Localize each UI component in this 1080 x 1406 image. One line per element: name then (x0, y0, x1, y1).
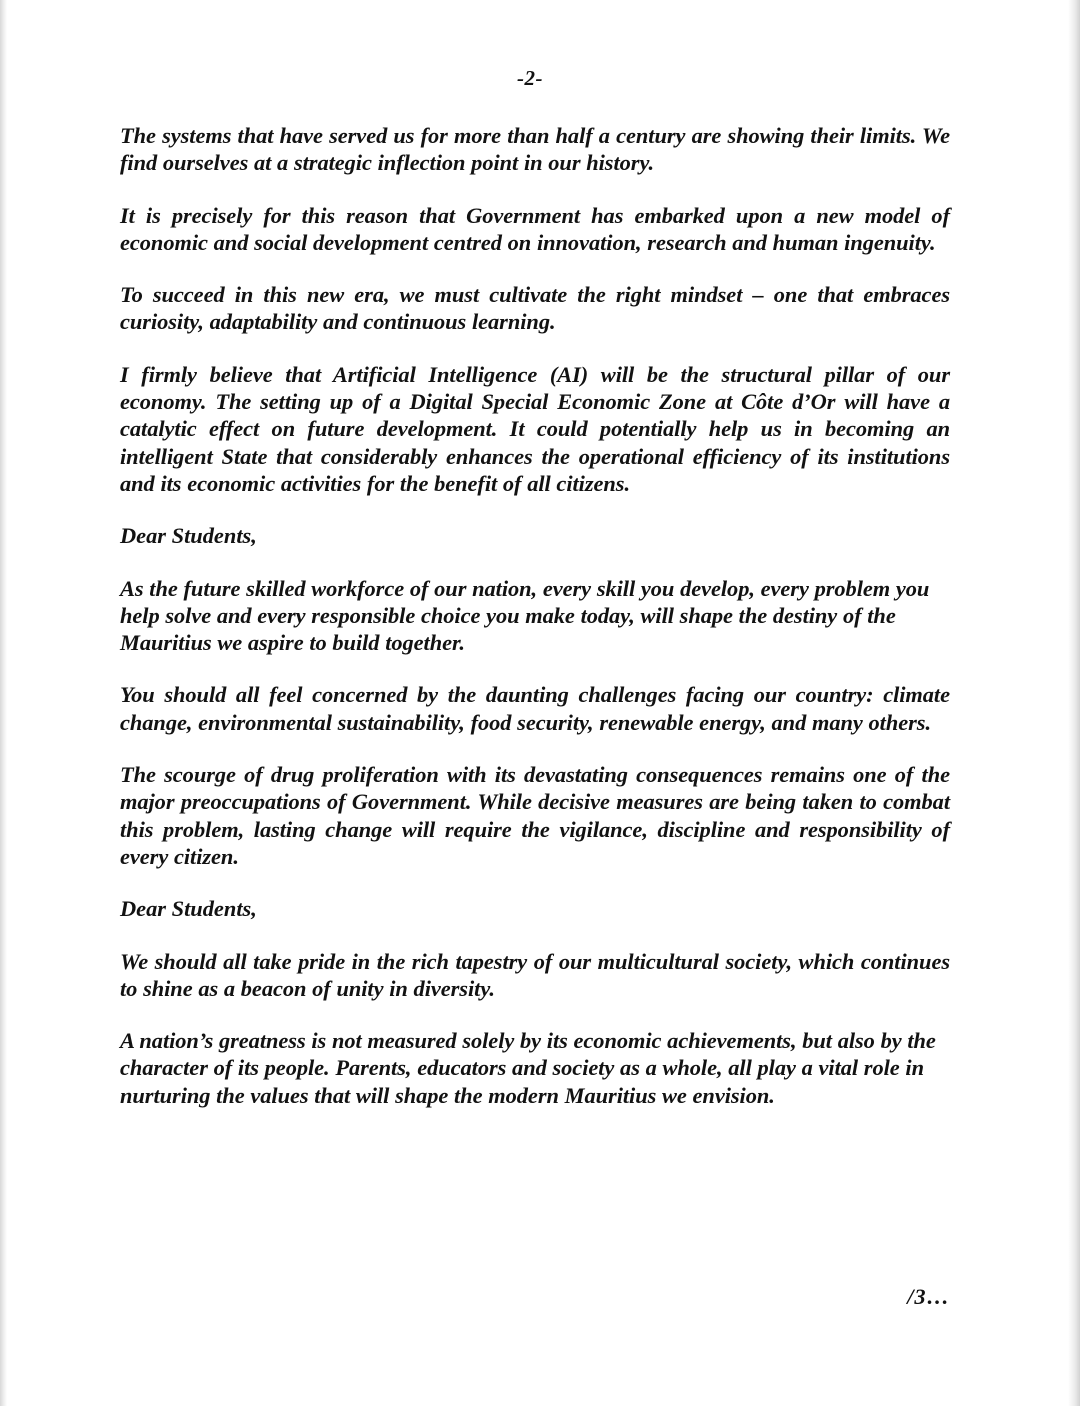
body-paragraph: A nation’s greatness is not measured solely by its economic achievements, but also by the character of its people. Parents, educators and society as a whole, all play a vital role in nurturing the values that will shape the modern Mauritius we envision. (120, 1028, 936, 1108)
salutation-line: Dear Students, (120, 896, 257, 922)
document-body (120, 122, 950, 1134)
body-paragraph: To succeed in this new era, we must cultivate the right mindset – one that embraces curiosity, adaptability and continuous learning. (120, 282, 950, 335)
scan-edge-left (0, 0, 7, 1406)
body-paragraph: The scourge of drug proliferation with its devastating consequences remains one of the major preoccupations of Government. While decisive measures are being taken to combat this problem, lasting change will require the vigilance, discipline and responsibility of every citizen. (120, 762, 950, 869)
scan-edge-right (1068, 0, 1080, 1406)
body-paragraph: As the future skilled workforce of our nation, every skill you develop, every problem you help solve and every responsible choice you make today, will shape the destiny of the Mauritius we aspire to build together. (120, 575, 930, 656)
body-paragraph: You should all feel concerned by the daunting challenges facing our country: climate change, environmental sustainability, food security, renewable energy, and many others. (120, 682, 950, 735)
continuation-marker: /3… (907, 1284, 950, 1309)
body-paragraph: I firmly believe that Artificial Intelligence (AI) will be the structural pillar of our economy. The setting up of a Digital Special Economic Zone at Côte d’Or will have a catalytic effect on future development. It could potentially help us in becoming an intelligent State that considerably enhances the operational efficiency of its institutions and its economic activities for the benefit of all citizens. (120, 361, 950, 496)
body-paragraph: It is precisely for this reason that Government has embarked upon a new model of economic and social development centred on innovation, research and human ingenuity. (120, 202, 950, 255)
body-paragraph: The systems that have served us for more than half a century are showing their limits. We find ourselves at a strategic inflection point in our history. (120, 123, 950, 176)
salutation-line: Dear Students, (120, 523, 257, 549)
page-number-marker: -2- (517, 66, 543, 90)
body-paragraph: We should all take pride in the rich tapestry of our multicultural society, which continues to shine as a beacon of unity in diversity. (120, 948, 950, 1001)
